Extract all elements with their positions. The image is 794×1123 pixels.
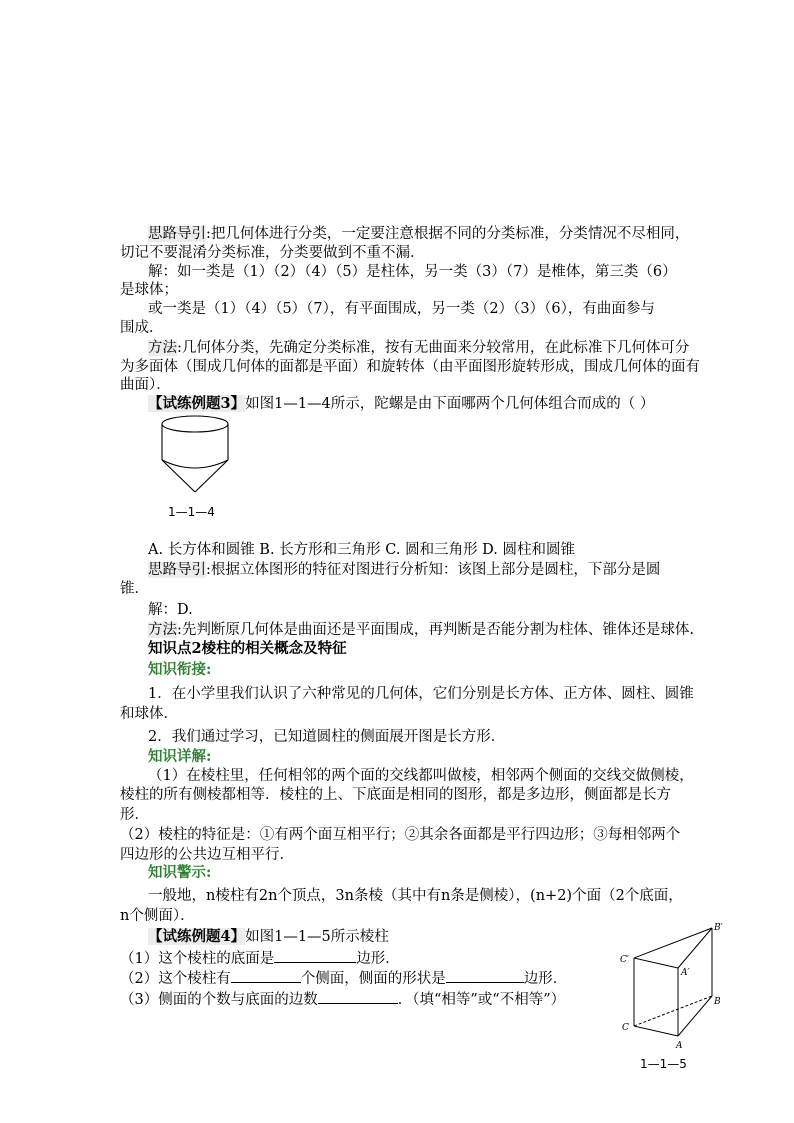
knowledge-warning-line-1: 一般地，n棱柱有2n个顶点，3n条棱（其中有n条是侧棱），(n+2)个面（2个底面， — [148, 888, 683, 904]
method-tag: 方法 — [148, 340, 177, 356]
solution-line-3: 或一类是（1）（4）（5）（7），有平面围成，另一类（2）（3）（6），有曲面参与 — [148, 301, 655, 317]
example-3-options: A. 长方体和圆锥 B. 长方形和三角形 C. 圆和三角形 D. 圆柱和圆锥 — [148, 542, 576, 558]
example-4-question-3: （3）侧面的个数与底面的边数 ．（填“相等”或“不相等”） — [120, 989, 565, 1009]
solution-line-4: 围成． — [120, 320, 164, 336]
answer-blank-1[interactable] — [274, 948, 356, 963]
knowledge-link-item-1-line-1: 1．在小学里我们认识了六种常见的几何体，它们分别是长方体、正方体、圆柱、圆锥 — [148, 686, 694, 702]
knowledge-detail-item-1-line-1: （1）在棱柱里，任何相邻的两个面的交线都叫做棱，相邻两个侧面的交线交做侧棱， — [148, 768, 694, 784]
example-4-question-2: （2）这个棱柱有 个侧面，侧面的形状是 边形． — [120, 968, 567, 988]
knowledge-detail-item-2-line-2: 四边形的公共边互相平行． — [120, 847, 294, 863]
example-3-tag: 【试练例题3】 — [148, 395, 246, 412]
knowledge-warning-line-2: n个侧面）． — [120, 908, 195, 924]
knowledge-point-2-title: 知识点2棱柱的相关概念及特征 — [148, 640, 347, 657]
knowledge-warning-heading: 知识警示: — [148, 864, 212, 881]
vertex-label-a-prime: A′ — [681, 968, 690, 978]
answer-blank-4[interactable] — [318, 989, 398, 1004]
edge-c1-a1 — [634, 958, 678, 968]
edge-c1-b1 — [634, 928, 712, 958]
hint2-tag: 思路导引 — [148, 562, 206, 578]
edge-a1-b1 — [678, 928, 712, 968]
hint-line-1: 思路导引:把几何体进行分类，一定要注意根据不同的分类标准，分类情况不尽相同， — [148, 226, 690, 242]
edge-a-b — [678, 996, 712, 1036]
hint2-line-2: 锥． — [120, 581, 149, 597]
knowledge-link-item-2: 2．我们通过学习，已知道圆柱的侧面展开图是长方形． — [148, 729, 506, 745]
cylinder-bottom-arc — [162, 460, 228, 468]
figure-spinning-top — [155, 412, 237, 497]
method-line-1: 方法:几何体分类，先确定分类标准，按有无曲面来分较常用，在此标准下几何体可分 — [148, 340, 690, 356]
cylinder-top-ellipse — [162, 416, 228, 432]
vertex-label-b: B — [714, 997, 721, 1007]
example-4-tag: 【试练例题4】 — [148, 928, 246, 945]
answer-blank-2[interactable] — [231, 968, 301, 983]
vertex-label-c: C — [622, 1023, 629, 1033]
solution-line-2: 是球体； — [120, 282, 178, 298]
knowledge-link-heading: 知识衔接: — [148, 661, 212, 678]
method-line-3: 曲面）． — [120, 377, 171, 393]
knowledge-detail-item-1-line-2: 棱柱的所有侧棱都相等．棱柱的上、下底面是相同的图形，都是多边形，侧面都是长方 — [120, 787, 671, 803]
knowledge-detail-item-1-line-3: 形． — [120, 807, 149, 823]
example-4-question-1: （1）这个棱柱的底面是 边形． — [120, 948, 400, 968]
figure-label-1-1-4: 1—1—4 — [168, 505, 215, 519]
edge-c-b-hidden — [634, 996, 712, 1026]
hint-tag: 思路导引 — [148, 226, 206, 242]
knowledge-detail-heading: 知识详解: — [148, 748, 212, 765]
method-line-2: 为多面体（围成几何体的面都是平面）和旋转体（由平面图形旋转形成，围成几何体的面有 — [120, 359, 700, 375]
cone-right-edge — [195, 460, 228, 492]
example-3-title: 【试练例题3】如图1—1—4所示，陀螺是由下面哪两个几何体组合而成的（ ） — [148, 395, 655, 412]
figure-label-1-1-5: 1—1—5 — [640, 1057, 687, 1071]
edge-c-a — [634, 1026, 678, 1036]
vertex-label-a: A — [676, 1041, 683, 1051]
answer-blank-3[interactable] — [446, 968, 524, 983]
hint-line-2: 切记不要混淆分类标准，分类要做到不重不漏． — [120, 245, 425, 261]
vertex-label-c-prime: C′ — [620, 955, 629, 965]
knowledge-detail-item-2-line-1: （2）棱柱的特征是：①有两个面互相平行；②其余各面都是平行四边形；③每相邻两个 — [120, 827, 681, 843]
method2-line-1: 方法:先判断原几何体是曲面还是平面围成，再判断是否能分割为柱体、锥体还是球体. — [148, 622, 694, 638]
cone-left-edge — [162, 460, 195, 492]
hint2-line-1: 思路导引:根据立体图形的特征对图进行分析知：该图上部分是圆柱，下部分是圆 — [148, 562, 661, 578]
example-4-title: 【试练例题4】如图1—1—5所示棱柱 — [148, 928, 389, 945]
method2-tag: 方法 — [148, 622, 177, 638]
figure-triangular-prism — [616, 918, 728, 1060]
vertex-label-b-prime: B′ — [714, 923, 723, 933]
solution-2: 解：D. — [148, 602, 193, 618]
knowledge-link-item-1-line-2: 和球体． — [120, 706, 178, 722]
solution-line-1: 解：如一类是（1）（2）（4）（5）是柱体，另一类（3）（7）是椎体，第三类（6） — [148, 264, 677, 280]
